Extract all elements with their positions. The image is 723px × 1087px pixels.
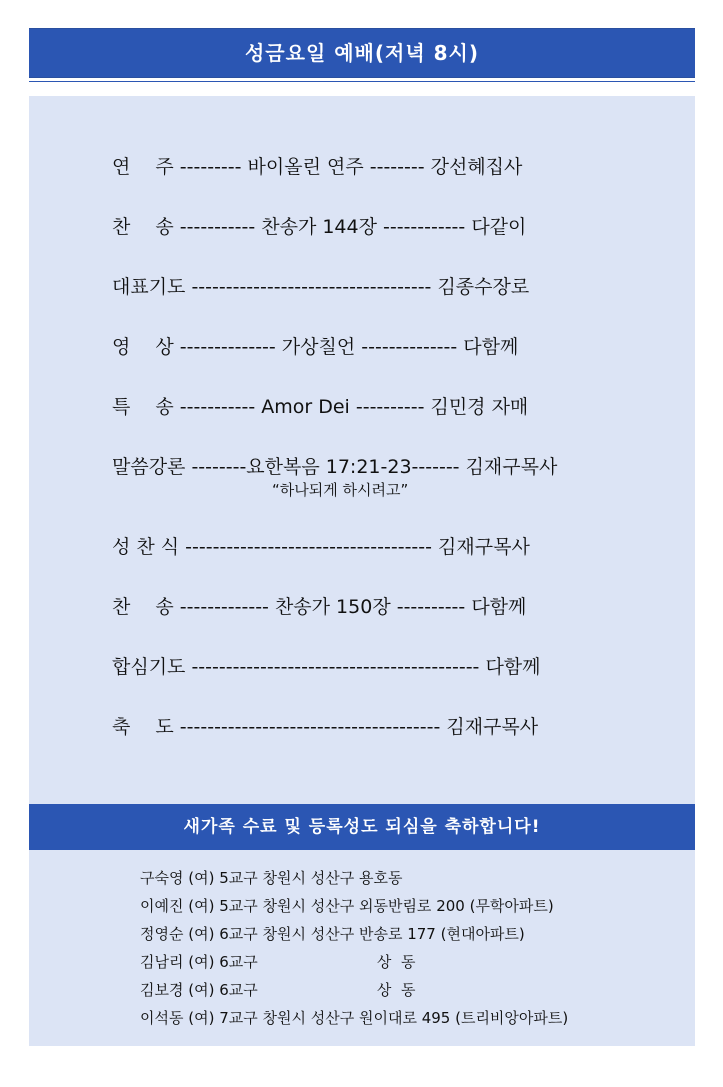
new-members-banner bbox=[29, 804, 695, 850]
title-bar bbox=[29, 28, 695, 78]
program-row-10: 축 도 -------------------------------------- 김재구목사 bbox=[112, 716, 539, 738]
member-text: 정영순 (여) 6교구 창원시 성산구 반송로 177 (현대아파트) bbox=[140, 925, 525, 943]
member-text: 구숙영 (여) 5교구 창원시 성산구 용호동 bbox=[140, 869, 403, 887]
program-row-2: 찬 송 ----------- 찬송가 144장 ------------ 다같이 bbox=[112, 216, 527, 238]
program-row-4: 영 상 -------------- 가상칠언 -------------- 다함께 bbox=[112, 336, 519, 358]
member-row bbox=[140, 896, 554, 916]
member-row bbox=[140, 924, 525, 944]
program-row-1: 연 주 --------- 바이올린 연주 -------- 강선혜집사 bbox=[112, 156, 523, 178]
program-row-3: 대표기도 ----------------------------------- 김종수장로 bbox=[112, 276, 530, 298]
member-text: 김남리 (여) 6교구 상 동 bbox=[140, 953, 416, 971]
sermon-subtitle: “하나되게 하시려고” bbox=[272, 481, 409, 499]
program-row-6: 말씀강론 --------요한복음 17:21-23------- 김재구목사 bbox=[112, 456, 558, 478]
program-row-7: 성 찬 식 ------------------------------------ 김재구목사 bbox=[112, 536, 530, 558]
page-title: 성금요일 예배(저녁 8시) bbox=[244, 41, 479, 65]
program-row-8: 찬 송 ------------- 찬송가 150장 ---------- 다함께 bbox=[112, 596, 527, 618]
member-row bbox=[140, 952, 415, 972]
member-row bbox=[140, 1008, 568, 1028]
program-row-9: 합심기도 ------------------------------------------ 다함께 bbox=[112, 656, 541, 678]
member-row bbox=[140, 980, 415, 1000]
banner-text: 새가족 수료 및 등록성도 되심을 축하합니다! bbox=[183, 817, 541, 837]
member-text: 이석동 (여) 7교구 창원시 성산구 원이대로 495 (트리비앙아파트) bbox=[140, 1009, 569, 1027]
member-text: 김보경 (여) 6교구 상 동 bbox=[140, 981, 416, 999]
member-row bbox=[140, 868, 402, 888]
member-text: 이예진 (여) 5교구 창원시 성산구 외동반림로 200 (무학아파트) bbox=[140, 897, 554, 915]
program-row-5: 특 송 ----------- Amor Dei ---------- 김민경 자매 bbox=[112, 396, 529, 418]
